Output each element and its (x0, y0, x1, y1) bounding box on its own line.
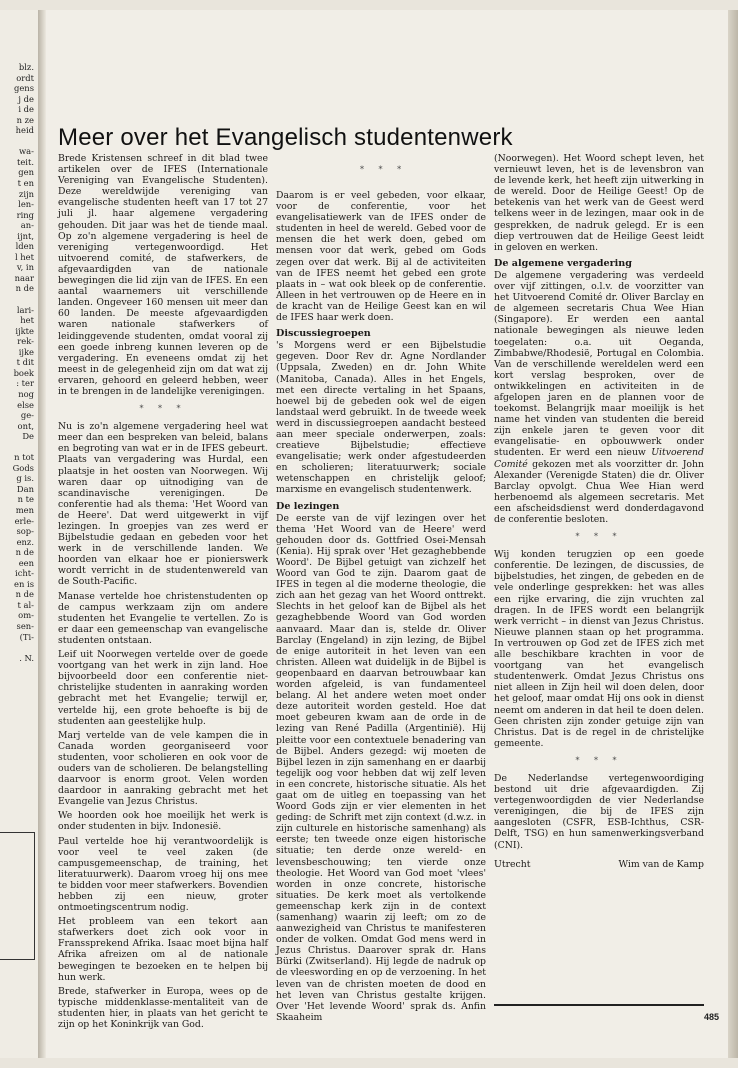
previous-page-fragment-line: rek- (17, 336, 34, 347)
previous-page-fragment-line: len- (18, 199, 34, 210)
previous-page-fragment-line: lden (15, 241, 34, 252)
separator-stars: * * * (360, 165, 408, 174)
previous-page-fragment-line: t dit (16, 357, 34, 368)
paragraph: We hoorden ook hoe moeilijk het werk is onder studenten in bijv. Indonesië. (58, 810, 268, 833)
previous-page-fragment-line: n de (15, 283, 34, 294)
previous-page-fragment-line: t al- (17, 599, 34, 610)
paragraph: Brede Kristensen schreef in dit blad twee artikelen over de IFES (Internationale Vereniging van Evangelische Studenten). Deze wereldwijde vereniging van evangelische studenten heeft van 17 tot 27 juli jl. haar algemene vergadering gehouden. Dit jaar was het de tiende maal. Op zo'n algemene vergadering is heel de vereniging vertegenwoordigd. Het uitvoerend comité, de stafwerkers, de afgevaardigden van de nationale bewegingen die lid zijn van de IFES. En een aantal waarnemers uit verschillende landen. Ongeveer 160 mensen uit meer dan 60 landen. De meeste afgevaardigden waren nationale stafwerkers of leidinggevende studenten, omdat vooral zij een goede inbreng kunnen leveren op de vergadering. En eveneens omdat zij het meest in de gelegenheid zijn om dat wat zij ervaren, gehoord en geleerd hebben, weer in te brengen in de landelijke verenigingen. (58, 153, 268, 397)
paragraph: Het probleem van een tekort aan stafwerkers doet zich ook voor in Franssprekend Afrika. Isaac moet bijna half Afrika afreizen om al de nationale bewegingen te bezoeken en te helpen bij hun werk. (58, 916, 268, 983)
paragraph: De Nederlandse vertegenwoordiging bestond uit drie afgevaardigden. Zij vertegenwoordigden de vier Nederlandse verenigingen, die bij de IFES zijn aangesloten (CSFR, ESB-Ichthus, CSR-Delft, TSG) en hun samenwerkingsverband (CNI). (494, 772, 704, 851)
previous-page-fragment-line: ijnt, (17, 230, 34, 241)
previous-page-fragment-line: lari- (16, 304, 34, 315)
paragraph: Wij konden terugzien op een goede conferentie. De lezingen, de discussies, de bijbelstudies, het zingen, de gebeden en de vele onderlinge gesprekken: het was alles een rijke ervaring, die zijn vruchten zal dragen. In de IFES wordt een belangrijk werk verricht – in dienst van Jezus Christus. Nieuwe plannen staan op het programma. In vertrouwen op God zet de IFES zich met alle beschikbare krachten in voor de voortgang van het evangelisch studentenwerk. Omdat Jezus Christus ons niet alleen in Zijn heil wil doen delen, door het geloof, maar omdat Hij ons ook in dienst neemt om anderen in dat heil te doen delen. Geen christen zijn zonder getuige zijn van Christus. Dat is de regel in de christelijke gemeente. (494, 549, 704, 749)
previous-page-fragment-line (0, 642, 38, 653)
separator-stars: * * * (575, 532, 623, 542)
previous-page-fragment-line: an- (20, 220, 34, 231)
column-2 (276, 190, 486, 1026)
page-gutter (38, 10, 46, 1058)
previous-page-fragment-line: enz. (16, 536, 34, 547)
text-run: gekozen met als voorzitter dr. John Alexander (Verenigde Staten) die dr. Oliver Barclay opvolgt. Chua Wee Hian werd herbenoemd als algemeen secretaris. Met een afscheidsdienst werd donderdagavond de conferentie besloten. (494, 458, 704, 525)
separator-stars: * * * (139, 404, 187, 414)
previous-page-fragment-line: wa- (19, 146, 34, 157)
previous-page-fragment-line: n de (15, 589, 34, 600)
article-title: Meer over het Evangelisch studentenwerk (58, 124, 513, 151)
previous-page-fragment-line: gen (18, 167, 34, 178)
previous-page-text (0, 10, 38, 663)
previous-page-fragment-line: blz. (18, 62, 34, 72)
paragraph: Marj vertelde van de vele kampen die in Canada worden georganiseerd voor studenten, voor scholieren en ook voor de ouders van de scholieren. De belangstelling daarvoor is enorm groot. Velen worden daardoor in aanraking gebracht met het Evangelie van Jezus Christus. (58, 729, 268, 808)
previous-page-fragment-line: l het (14, 251, 34, 262)
italic-text: Uitvoerend Comité (494, 447, 704, 470)
previous-page-fragment-line: i de (18, 104, 34, 115)
previous-page-fragment-line: erle- (14, 515, 34, 526)
previous-page-fragment-line: sen- (16, 620, 34, 631)
previous-page-fragment-line: heid (15, 125, 34, 136)
previous-page-fragment-line: ijke (18, 346, 34, 357)
previous-page-fragment-line: icht- (15, 568, 34, 579)
previous-page-fragment-line (0, 294, 38, 305)
previous-page-fragment-line: zijn (18, 188, 34, 199)
previous-page-fragment-line (0, 136, 38, 147)
previous-page-fragment-line: om- (18, 610, 34, 621)
section-heading: De algemene vergadering (494, 257, 632, 269)
previous-page-fragment-line: else (17, 399, 34, 410)
previous-page-fragment-line: ring (16, 209, 34, 220)
previous-page-fragment-line: een (18, 557, 34, 568)
previous-page-fragment (0, 10, 38, 1058)
paragraph: Brede, stafwerker in Europa, wees op de typische middenklasse-mentaliteit van de studenten hier, in plaats van het gericht te zijn op het Koninkrijk van God. (58, 985, 268, 1031)
previous-page-fragment-line: n te (17, 494, 34, 505)
previous-page-fragment-line: j de (18, 93, 34, 104)
paragraph: 's Morgens werd er een Bijbelstudie gegeven. Door Rev dr. Agne Nordlander (Uppsala, Zweden) en dr. John White (Manitoba, Canada). Alles in het Engels, met een directe vertaling in het Spaans, hoewel bij de gebeden ook wel de eigen landstaal werd gebruikt. In de tweede week werd in discussiegroepen aandacht besteed aan meer speciale onderwerpen, zoals: creatieve Bijbelstudie; effectieve evangelisatie; werk onder afgestudeerden en scholieren; literatuurwerk; sociale wetenschappen en christelijk geloof; marxisme en evangelisch studentenwerk. (276, 340, 486, 496)
previous-page-fragment-line: De (22, 431, 34, 442)
previous-page-fragment-line: ordt (16, 72, 34, 83)
paragraph: Nu is zo'n algemene vergadering heel wat meer dan een bespreken van beleid, balans en begroting van wat er in de IFES gebeurt. Plaats van vergadering was Hurdal, een plaatsje in het oosten van Noorwegen. Wij waren daar op uitnodiging van de scandinavische verenigingen. De conferentie had als thema: 'Het Woord van de Heere'. Dat werd uitgewerkt in vijf lezingen. In groepjes van zes werd er Bijbelstudie gedaan en gebeden voor het werk in de verschillende landen. We hoorden van elkaar hoe er pionierswerk wordt verricht in de studentenwereld van de South-Pacific. (58, 421, 268, 588)
previous-page-fragment-line: n ze (16, 114, 34, 125)
previous-page-box (0, 832, 35, 960)
column-1 (58, 153, 268, 1033)
previous-page-fragment-line: : ter (16, 378, 34, 389)
previous-page-fragment-line: gens (13, 83, 34, 94)
previous-page-fragment-line: het (20, 315, 34, 326)
previous-page-fragment-line: ont, (17, 420, 34, 431)
previous-page-fragment-line: t en (17, 178, 34, 189)
section-heading: De lezingen (276, 500, 340, 512)
separator-stars: * * * (575, 755, 623, 765)
previous-page-fragment-line: ge- (20, 410, 34, 421)
paragraph: Leif uit Noorwegen vertelde over de goede voortgang van het werk in zijn land. Hoe bijvoorbeeld door een conferentie niet-christelijke studenten in aanraking worden gebracht met het Evangelie; terwijl er, vertelde hij, een grote behoefte is bij de studenten aan geestelijke hulp. (58, 649, 268, 727)
paragraph: Manase vertelde hoe christenstudenten op de campus werkzaam zijn om andere studenten het Evangelie te vertellen. Zo is er daar een gemeenschap van evangelische studenten ontstaan. (58, 590, 268, 646)
page-number: 485 (704, 1012, 720, 1022)
previous-page-fragment-line: teit. (16, 156, 34, 167)
closing-rule (494, 1004, 704, 1006)
previous-page-fragment-line: naar (14, 272, 34, 283)
previous-page-fragment-line: Dan (16, 483, 34, 494)
previous-page-fragment-line: ijkte (15, 325, 34, 336)
previous-page-fragment-line: boek (13, 367, 34, 378)
previous-page-fragment-line: sop- (16, 526, 34, 537)
signature (494, 859, 704, 870)
paragraph: Daarom is er veel gebeden, voor elkaar, voor de conferentie, voor het evangelisatiewerk van de IFES onder de studenten in heel de wereld. Gebed voor de mensen die het werk doen, gebed om mensen voor dat werk, gebed om Gods zegen over dat werk. Bij al de activiteiten van de IFES neemt het gebed een grote plaats in – wat ook bleek op de conferentie. Alleen in het vertrouwen op de Heere en in de kracht van de Heilige Geest kan en wil de IFES haar werk doen. (276, 190, 486, 324)
paragraph (494, 270, 704, 525)
previous-page-fragment-line: g is. (16, 473, 34, 484)
previous-page-fragment-line: (Ti- (19, 631, 34, 642)
paragraph: De eerste van de vijf lezingen over het thema 'Het Woord van de Heere' werd gehouden door ds. Gottfried Osei-Mensah (Kenia). Hij sprak over 'Het gezaghebbende Woord'. De Bijbel getuigt van zichzelf het Woord van God te zijn. Daarom gaat de IFES in tegen al die moderne theologie, die zich aan het gezag van het Woord onttrekt. Slechts in het geloof kan de Bijbel als het gezaghebbende Woord van God worden aanvaard. Maar dan is, stelde dr. Oliver Barclay (Engeland) in zijn lezing, de Bijbel de enige autoriteit in het leven van een christen. Alleen wat duidelijk in de Bijbel is geopenbaard en daarvan betrouwbaar kan worden afgeleid, is van fundamenteel belang. Al het andere weten moet onder deze autoriteit worden gesteld. Hoe dat moet gebeuren kwam aan de orde in de lezing van René Padilla (Argentinië). Hij pleitte voor een contextuele benadering van de Bijbel. Anders gezegd: wij moeten de Bijbel lezen in zijn samenhang en er daarbij tegelijk oog voor hebben dat wij zelf leven in een concrete, historische situatie. Als het gaat om de uitleg en toepassing van het Woord Gods zijn er vier elementen in het geding: de Schrift met zijn context (d.w.z. in zijn culturele en historische samenhang) als eerste; ten tweede onze eigen historische situatie; ten derde onze wereld- en levensbeschouwing; ten vierde onze theologie. Het Woord van God moet 'vlees' worden in onze concrete, historische situaties. De kerk moet als vertolkende gemeenschap kerk zijn in de context (samenhang) waarin zij leeft; om zo de aanwezigheid van Christus te manifesteren onder de volken. Omdat God mens werd in Jezus Christus. Daarover sprak dr. Hans Bürki (Zwitserland). Hij legde de nadruk op de vleeswording en op de verzoening. In het leven van de christen moeten de dood en het leven van Christus gestalte krijgen. Over 'Het levende Woord' sprak ds. Anfin Skaaheim (276, 512, 486, 1023)
place: Utrecht (494, 858, 531, 870)
previous-page-fragment-line: en is (14, 578, 34, 589)
previous-page-fragment-line (0, 442, 38, 453)
previous-page-fragment-line: . N. (19, 652, 34, 663)
previous-page-fragment-line: v, in (16, 262, 34, 273)
paragraph: (Noorwegen). Het Woord schept leven, het vernieuwt leven, het is de levensbron van de levende kerk, het heeft zijn uitwerking in de wereld. Door de Heilige Geest! Op de betekenis van het werk van de Geest werd telkens weer in de lezingen, maar ook in de gesprekken, de nadruk gelegd. Er is een diep vertrouwen dat de Heilige Geest leidt in geloven en werken. (494, 153, 704, 253)
previous-page-fragment-line: nog (18, 388, 34, 399)
section-heading: Discussiegroepen (276, 328, 371, 340)
author: Wim van de Kamp (618, 858, 704, 870)
previous-page-fragment-line: Gods (12, 462, 34, 473)
previous-page-fragment-line: men (15, 504, 34, 515)
previous-page-fragment-line: n de (15, 547, 34, 558)
text-run: De algemene vergadering was verdeeld over vijf zittingen, o.l.v. de voorzitter van het Uitvoerend Comité dr. Oliver Barclay en de algemeen secretaris Chua Wee Hian (Singapore). Er werden een aantal nationale bewegingen als nieuwe leden toegelaten: o.a. uit Oeganda, Zimbabwe/Rhodesië, Portugal en Colombia. Van de verschillende wereldelen werd een kort verslag besproken, over de ontwikkelingen en activiteiten in de afgelopen jaren en de plannen voor de toekomst. Belangrijk maar moeilijk is het name het vinden van studenten die bereid zijn enkele jaren te geven voor dit evangelisatie- en opbouwwerk onder studenten. Er werd een nieuw (494, 269, 704, 459)
previous-page-fragment-line: n tot (14, 452, 34, 463)
paragraph: Paul vertelde hoe hij verantwoordelijk is voor veel te veel zaken (de campusgemeenschap, de training, het literatuurwerk). Daarom vroeg hij ons mee te bidden voor meer stafwerkers. Bovendien hebben zij een nieuw, groter ontmoetingscentrum nodig. (58, 835, 268, 914)
page-edge (728, 10, 738, 1058)
column-3 (494, 153, 704, 870)
